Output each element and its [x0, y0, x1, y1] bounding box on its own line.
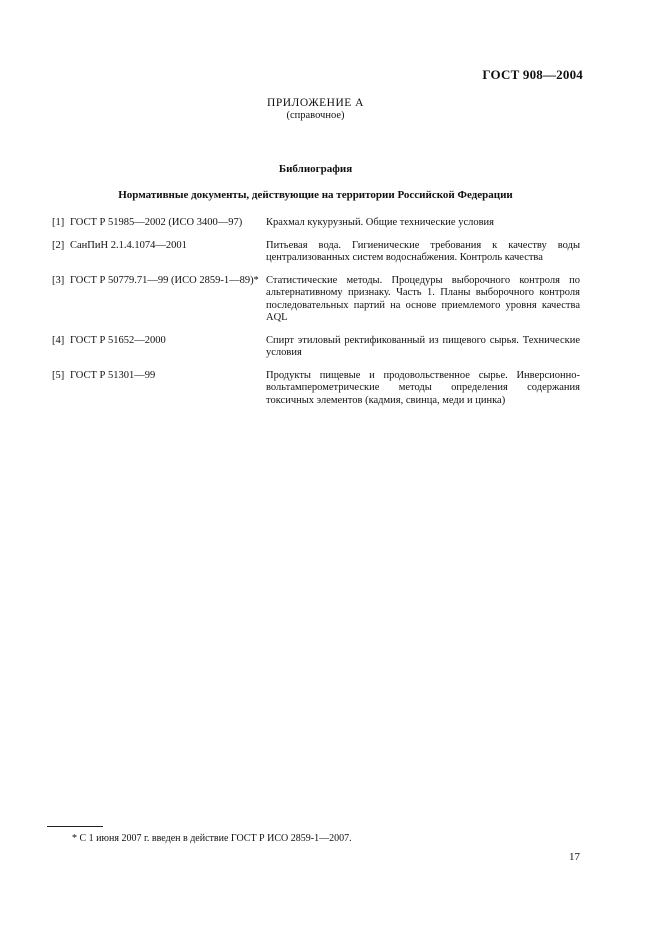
- reference-list: [52, 217, 580, 417]
- appendix-subtitle: (справочное): [286, 110, 345, 121]
- reference-description: Питьевая вода. Гигиенические требования к качеству воды централизованных систем водоснабжения. Контроль качества: [266, 239, 580, 263]
- footnote-divider: [47, 826, 103, 827]
- reference-number: [2]: [52, 239, 65, 251]
- normative-docs-heading: Нормативные документы, действующие на территории Российской Федерации: [118, 189, 513, 201]
- reference-item: [52, 335, 580, 360]
- reference-item: [52, 240, 580, 265]
- reference-number: [5]: [52, 369, 65, 381]
- reference-description: Статистические методы. Процедуры выборочного контроля по альтернативному признаку. Часть 1. Планы выборочного контроля последовательных партий на основе приемлемого уровня качества AQL: [266, 274, 580, 323]
- reference-description: Продукты пищевые и продовольственное сырье. Инверсионно-вольтамперометрические методы определения содержания токсичных элементов (кадмия, свинца, меди и цинка): [266, 369, 580, 406]
- reference-number: [4]: [52, 334, 65, 346]
- reference-code: ГОСТ Р 51652—2000: [70, 334, 166, 346]
- footnote: * С 1 июня 2007 г. введен в действие ГОСТ Р ИСО 2859-1—2007.: [72, 833, 352, 844]
- page-number: 17: [569, 851, 580, 863]
- reference-code: ГОСТ Р 51985—2002 (ИСО 3400—97): [70, 217, 243, 228]
- reference-item: [52, 370, 580, 408]
- appendix-title: ПРИЛОЖЕНИЕ А: [267, 97, 364, 109]
- reference-description: Спирт этиловый ректификованный из пищевого сырья. Технические условия: [266, 334, 580, 358]
- reference-code: СанПиН 2.1.4.1074—2001: [70, 239, 187, 251]
- reference-item: [52, 217, 580, 230]
- reference-code: ГОСТ Р 50779.71—99 (ИСО 2859-1—89)*: [70, 274, 259, 286]
- reference-number: [1]: [52, 217, 65, 228]
- bibliography-heading: Библиография: [278, 163, 353, 175]
- reference-item: [52, 275, 580, 325]
- reference-number: [3]: [52, 274, 65, 286]
- reference-code: ГОСТ Р 51301—99: [70, 369, 156, 381]
- standard-code: ГОСТ 908—2004: [482, 67, 583, 82]
- reference-description: Крахмал кукурузный. Общие технические условия: [266, 217, 495, 228]
